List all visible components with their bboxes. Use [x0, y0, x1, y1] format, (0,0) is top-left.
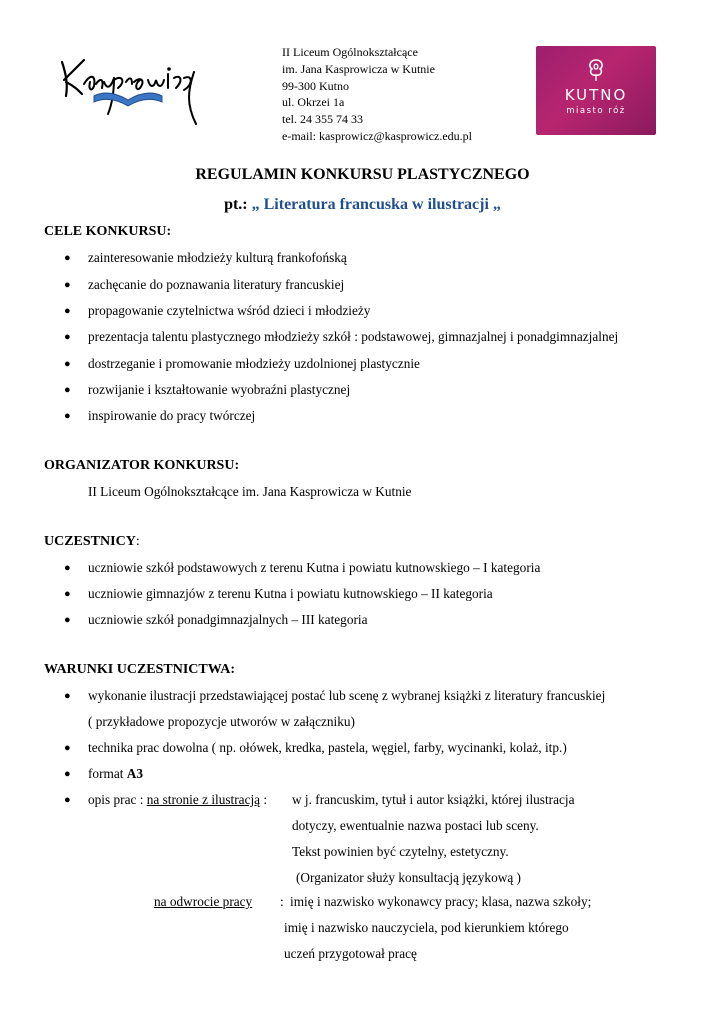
bullet-icon: ●: [64, 588, 71, 600]
bullet-icon: ●: [64, 410, 71, 422]
list-item: rozwijanie i kształtowanie wyobraźni plastycznej: [88, 382, 351, 397]
kutno-logo-city: KUTNO: [564, 86, 628, 104]
list-item: uczniowie szkół podstawowych z terenu Kutna i powiatu kutnowskiego – I kategoria: [88, 560, 541, 575]
list-item: dostrzeganie i promowanie młodzieży uzdolnionej plastycznie: [88, 356, 420, 371]
list-item: technika prac dowolna ( np. ołówek, kredka, pastela, węgiel, farby, wycinanki, kolaż, itp.): [88, 740, 567, 755]
bullet-icon: ●: [64, 768, 71, 780]
email-line: e-mail: kasprowicz@kasprowicz.edu.pl: [282, 128, 472, 143]
list-item: uczniowie gimnazjów z terenu Kutna i powiatu kutnowskiego – II kategoria: [88, 586, 493, 601]
reverse-side-label-row: [154, 894, 252, 910]
subtitle-prefix: pt.:: [224, 196, 248, 213]
document-title: REGULAMIN KONKURSU PLASTYCZNEGO: [195, 166, 530, 183]
street-line: ul. Okrzei 1a: [282, 95, 345, 110]
front-side-line: (Organizator służy konsultacją językową ): [296, 870, 521, 885]
bullet-icon: ●: [64, 358, 71, 370]
school-patron-line: im. Jana Kasprowicza w Kutnie: [282, 61, 435, 76]
section-heading-warunki: WARUNKI UCZESTNICTWA:: [44, 662, 235, 677]
school-logo: [56, 44, 226, 128]
bullet-icon: ●: [64, 252, 71, 264]
format-label: format: [88, 766, 124, 781]
list-item-format: [88, 766, 143, 782]
reverse-side-line: uczeń przygotował pracę: [284, 946, 417, 961]
school-name-line: II Liceum Ogólnokształcące: [282, 45, 418, 59]
front-side-colon: :: [263, 792, 268, 807]
front-side-line: dotyczy, ewentualnie nazwa postaci lub sceny.: [292, 818, 539, 833]
format-value: A3: [126, 766, 144, 781]
bullet-icon: ●: [64, 331, 71, 343]
section-heading-cele: CELE KONKURSU:: [44, 224, 172, 239]
front-side-line: Tekst powinien być czytelny, estetyczny.: [292, 844, 509, 859]
bullet-icon: ●: [64, 794, 71, 806]
section-heading-organizator: ORGANIZATOR KONKURSU:: [44, 458, 240, 473]
reverse-side-line: imię i nazwisko wykonawcy pracy; klasa, nazwa szkoły;: [290, 894, 592, 909]
section-heading-uczestnicy: [44, 534, 140, 550]
list-item: zachęcanie do poznawania literatury francuskiej: [88, 277, 345, 292]
bullet-icon: ●: [64, 562, 71, 574]
reverse-side-colon: :: [280, 894, 284, 909]
school-address: [282, 44, 472, 145]
kutno-city-logo: [536, 46, 656, 135]
front-side-label: na stronie z ilustracją: [146, 792, 261, 807]
uczestnicy-heading-colon: :: [135, 534, 140, 549]
bullet-icon: ●: [64, 614, 71, 626]
list-item: inspirowanie do pracy twórczej: [88, 408, 256, 423]
list-item: wykonanie ilustracji przedstawiającej postać lub scenę z wybranej książki z literatury francuskiej: [88, 688, 606, 703]
opis-label: opis prac :: [88, 792, 144, 807]
subtitle-theme: „ Literatura francuska w ilustracji „: [251, 196, 501, 213]
list-item-continuation: ( przykładowe propozycje utworów w załączniku): [88, 714, 355, 729]
bullet-icon: ●: [64, 742, 71, 754]
uczestnicy-heading-text: UCZESTNICY: [44, 534, 136, 549]
bullet-icon: ●: [64, 384, 71, 396]
postal-code-line: 99-300 Kutno: [282, 78, 349, 93]
list-item: zainteresowanie młodzieży kulturą frankofońską: [88, 250, 347, 265]
organizer-name: II Liceum Ogólnokształcące im. Jana Kasprowicza w Kutnie: [88, 484, 412, 499]
list-item: uczniowie szkół ponadgimnazjalnych – III kategoria: [88, 612, 368, 627]
bullet-icon: ●: [64, 690, 71, 702]
reverse-side-line: imię i nazwisko nauczyciela, pod kierunkiem którego: [284, 920, 569, 935]
kutno-logo-subtitle: miasto róż: [566, 106, 626, 116]
front-side-line: w j. francuskim, tytuł i autor książki, której ilustracja: [292, 792, 575, 807]
list-item: propagowanie czytelnictwa wśród dzieci i młodzieży: [88, 303, 371, 318]
list-item: prezentacja talentu plastycznego młodzieży szkół : podstawowej, gimnazjalnej i ponadgimnazjalnej: [88, 329, 619, 344]
document-subtitle: [0, 196, 725, 214]
bullet-icon: ●: [64, 305, 71, 317]
list-item-opis: [88, 792, 267, 808]
bullet-icon: ●: [64, 279, 71, 291]
reverse-side-label: na odwrocie pracy: [154, 894, 253, 909]
kasprowicz-signature-logo: [56, 44, 226, 128]
rose-icon: [583, 56, 609, 82]
phone-line: tel. 24 355 74 33: [282, 112, 363, 127]
